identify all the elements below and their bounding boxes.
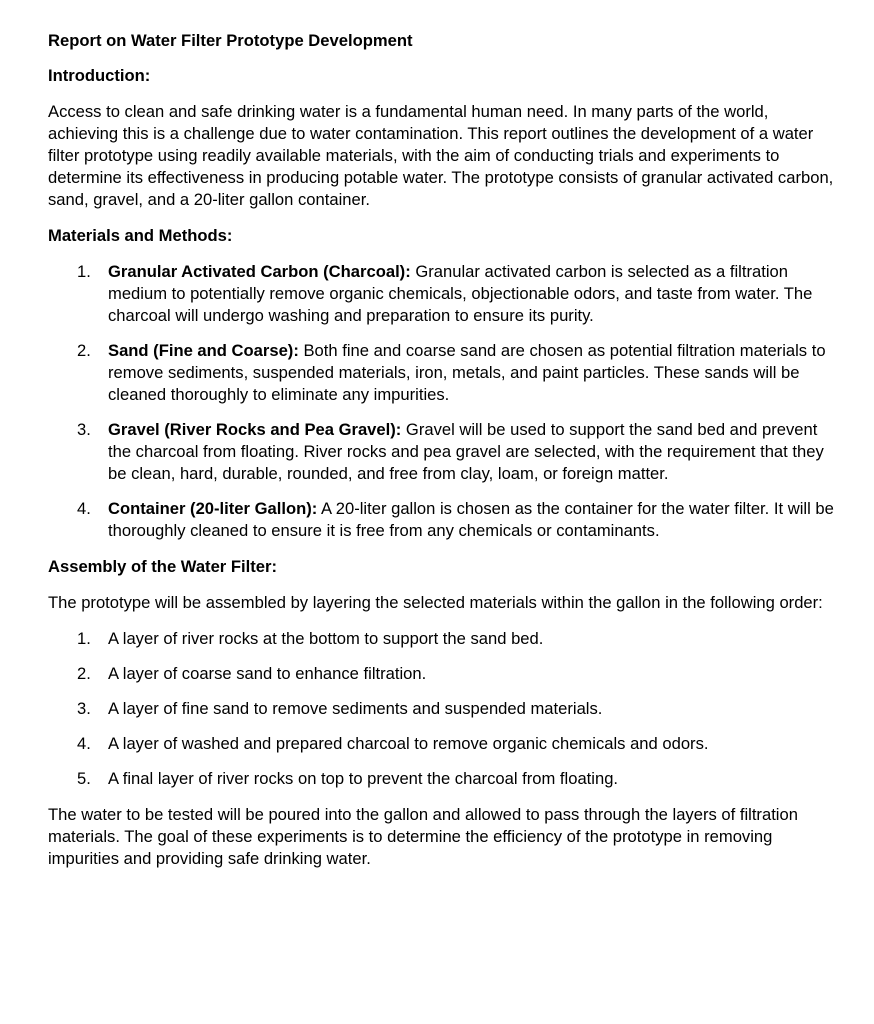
material-description: Both fine and coarse sand are chosen as potential filtration materials to remove sediments, suspended materials, iron, metals, and paint particles. These sands will be cleaned thoroughly to eliminate any impurities. — [108, 341, 826, 404]
material-term: Granular Activated Carbon (Charcoal): — [108, 262, 411, 281]
material-term: Container (20-liter Gallon): — [108, 499, 318, 518]
step-text: A layer of fine sand to remove sediments and suspended materials. — [108, 699, 603, 718]
list-number: 4. — [77, 499, 91, 518]
materials-item-container — [48, 498, 834, 542]
assembly-step — [48, 698, 834, 720]
list-number: 3. — [77, 699, 91, 718]
material-description: Granular activated carbon is selected as a filtration medium to potentially remove organic chemicals, objectionable odors, and taste from water. The charcoal will undergo washing and preparation to ensure its purity. — [108, 262, 813, 325]
materials-item-sand — [48, 340, 834, 406]
assembly-step — [48, 663, 834, 685]
introduction-heading: Introduction: — [48, 66, 151, 85]
assembly-heading: Assembly of the Water Filter: — [48, 557, 277, 576]
list-number: 1. — [77, 629, 91, 648]
closing-paragraph: The water to be tested will be poured into the gallon and allowed to pass through the layers of filtration materials. The goal of these experiments is to determine the efficiency of the prototype in removing impurities and providing safe drinking water. — [48, 805, 798, 868]
list-number: 1. — [77, 262, 91, 281]
assembly-step — [48, 768, 834, 790]
material-term: Gravel (River Rocks and Pea Gravel): — [108, 420, 402, 439]
materials-heading: Materials and Methods: — [48, 226, 233, 245]
materials-item-gravel — [48, 419, 834, 485]
list-number: 2. — [77, 341, 91, 360]
list-number: 2. — [77, 664, 91, 683]
assembly-steps-list — [48, 628, 834, 790]
material-description: Gravel will be used to support the sand bed and prevent the charcoal from floating. River rocks and pea gravel are selected, with the requirement that they be clean, hard, durable, rounded, and free from clay, loam, or foreign matter. — [108, 420, 824, 483]
materials-item-charcoal — [48, 261, 834, 327]
list-number: 3. — [77, 420, 91, 439]
material-description: A 20-liter gallon is chosen as the container for the water filter. It will be thoroughly cleaned to ensure it is free from any chemicals or contaminants. — [108, 499, 834, 540]
list-number: 5. — [77, 769, 91, 788]
assembly-intro-paragraph: The prototype will be assembled by layering the selected materials within the gallon in the following order: — [48, 593, 823, 612]
materials-list — [48, 261, 834, 542]
introduction-paragraph: Access to clean and safe drinking water is a fundamental human need. In many parts of the world, achieving this is a challenge due to water contamination. This report outlines the development of a water filter prototype using readily available materials, with the aim of conducting trials and experiments to determine its effectiveness in producing potable water. The prototype consists of granular activated carbon, sand, gravel, and a 20-liter gallon container. — [48, 102, 834, 209]
material-term: Sand (Fine and Coarse): — [108, 341, 299, 360]
step-text: A layer of washed and prepared charcoal to remove organic chemicals and odors. — [108, 734, 709, 753]
step-text: A layer of river rocks at the bottom to support the sand bed. — [108, 629, 544, 648]
document-title: Report on Water Filter Prototype Development — [48, 31, 413, 50]
step-text: A final layer of river rocks on top to prevent the charcoal from floating. — [108, 769, 619, 788]
assembly-step — [48, 733, 834, 755]
step-text: A layer of coarse sand to enhance filtration. — [108, 664, 427, 683]
assembly-step — [48, 628, 834, 650]
list-number: 4. — [77, 734, 91, 753]
